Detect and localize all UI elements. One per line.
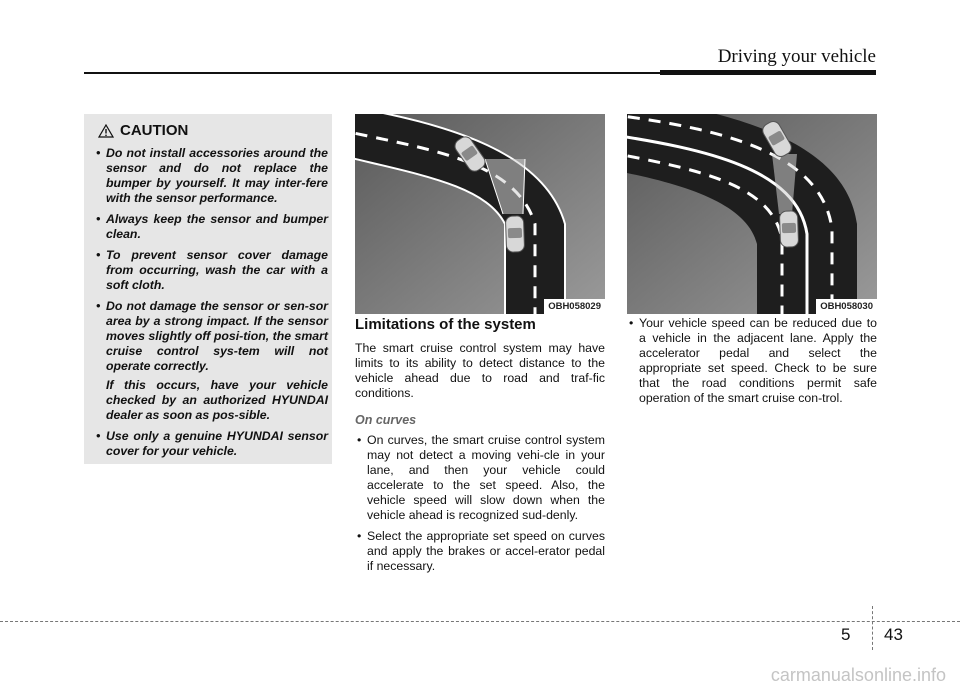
curve-road-adjacent-illustration bbox=[627, 114, 877, 314]
section-title: Limitations of the system bbox=[355, 316, 536, 333]
caution-item: • Always keep the sensor and bumper clean. bbox=[96, 212, 328, 241]
chapter-number: 5 bbox=[841, 625, 851, 644]
figure-code: OBH058030 bbox=[816, 299, 877, 314]
text-column-middle bbox=[355, 316, 605, 580]
bullet-item: • On curves, the smart cruise control system may not detect a moving vehi-cle in your lane, and then your vehicle could accelerate to the set speed. Also, the vehicle speed will slow down when the vehicle ahead is recognized sud-denly. bbox=[357, 433, 605, 522]
page-number-divider bbox=[872, 606, 874, 650]
caution-item: • To prevent sensor cover damage from occurring, wash the car with a soft cloth. bbox=[96, 248, 328, 292]
figure-curve-single-lane bbox=[355, 114, 605, 314]
figure-code: OBH058029 bbox=[544, 299, 605, 314]
caution-box bbox=[84, 114, 332, 464]
header-rule-accent bbox=[660, 70, 876, 75]
caution-item: • Do not install accessories around the sensor and do not replace the bumper by yourself. It may inter-fere with the sensor performance. bbox=[96, 146, 328, 205]
page-number: 43 bbox=[884, 625, 903, 644]
bullet-list bbox=[627, 316, 877, 406]
bullet-item: • Select the appropriate set speed on curves and apply the brakes or accel-erator pedal if necessary. bbox=[357, 529, 605, 573]
warning-triangle-icon bbox=[98, 124, 114, 138]
figure-curve-adjacent-lane bbox=[627, 114, 877, 314]
page-header-title: Driving your vehicle bbox=[717, 46, 876, 67]
curve-road-illustration bbox=[355, 114, 605, 314]
caution-item-continuation: If this occurs, have your vehicle checked by an authorized HYUNDAI dealer as soon as pos-sible. bbox=[106, 378, 328, 422]
section-intro: The smart cruise control system may have limits to its ability to detect distance to the vehicle ahead due to road and traf-fic conditions. bbox=[355, 341, 605, 400]
watermark: carmanualsonline.info bbox=[770, 665, 946, 685]
text-column-right bbox=[627, 316, 877, 412]
footer-rule bbox=[0, 621, 960, 623]
caution-heading bbox=[98, 122, 188, 139]
caution-list bbox=[92, 146, 328, 465]
bullet-item: • Your vehicle speed can be reduced due to a vehicle in the adjacent lane. Apply the accelerator pedal and select the appropriate set speed. Check to be sure that the road conditions permit safe operation of the smart cruise con-trol. bbox=[629, 316, 877, 405]
caution-item: • Do not damage the sensor or sen-sor area by a strong impact. If the sensor moves slightly off posi-tion, the smart cruise control sys-tem will not operate correctly. bbox=[96, 299, 328, 373]
subsection-heading: On curves bbox=[355, 413, 417, 427]
caution-heading-text: CAUTION bbox=[120, 122, 189, 139]
header-rule bbox=[84, 72, 660, 74]
bullet-list bbox=[355, 433, 605, 574]
caution-item: • Use only a genuine HYUNDAI sensor cover for your vehicle. bbox=[96, 429, 328, 458]
